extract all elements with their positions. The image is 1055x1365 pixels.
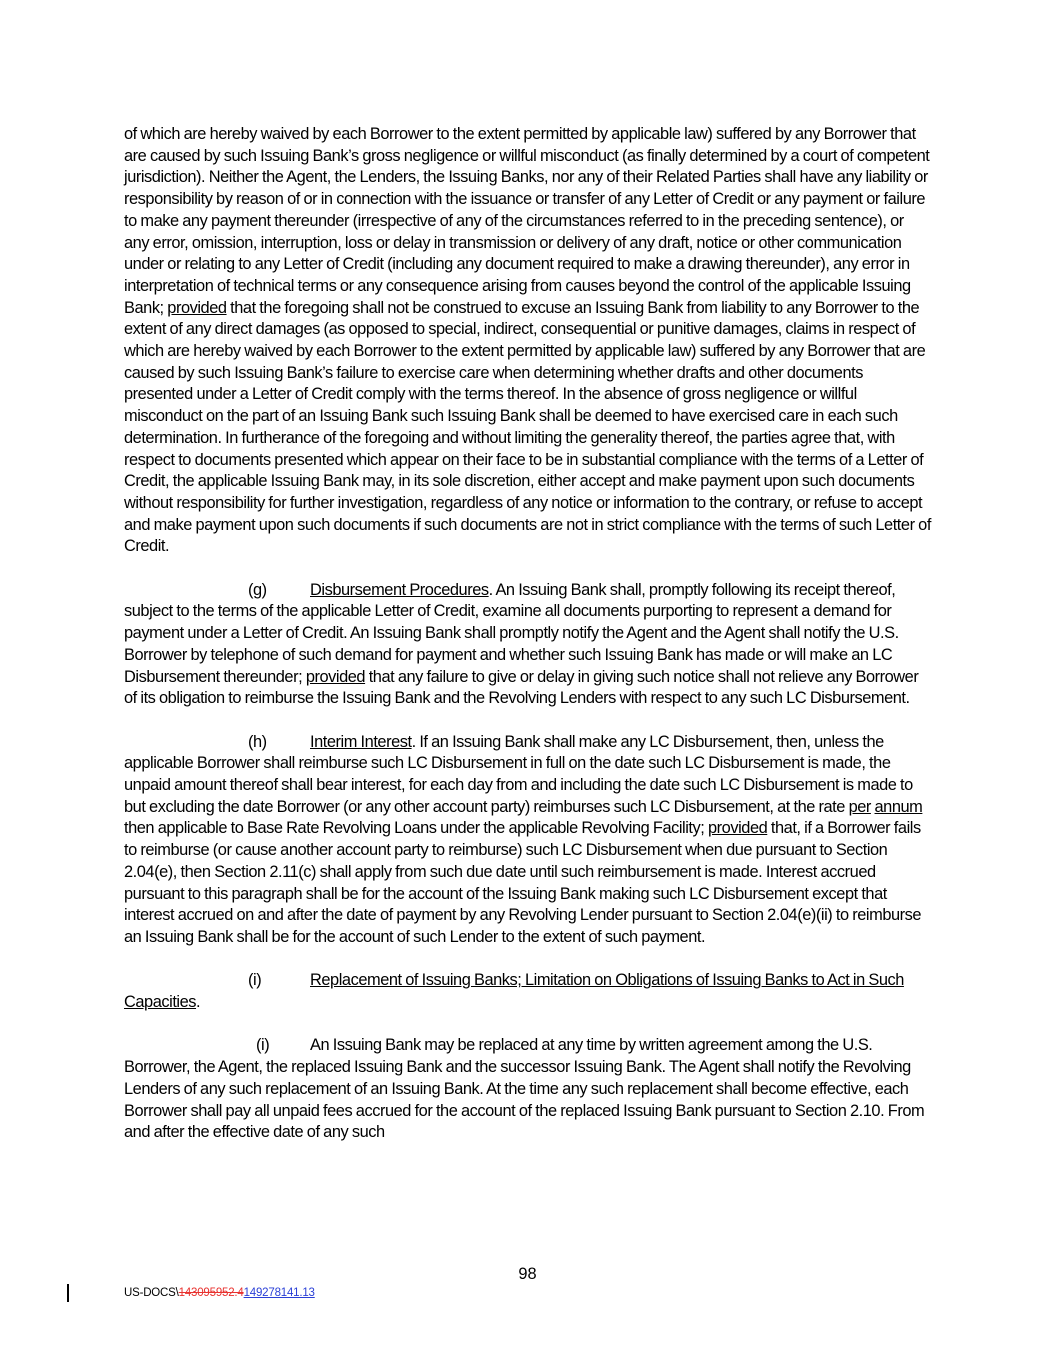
paragraph-text: that any failure to give or delay in giving such notice shall not relieve any Borrower of its obligation to reimburse the Issuing Bank and the Revolving Lenders with respect to any such LC Disbursement. [124, 667, 919, 708]
revision-change-bar [67, 1284, 69, 1302]
paragraph-i-sub-1 [124, 1035, 932, 1144]
paragraph-text: . An Issuing Bank shall, promptly following its receipt thereof, subject to the terms of the applicable Letter of Credit, examine all documents purporting to represent a demand for payment under a Letter of Credit. An Issuing Bank shall promptly notify the Agent and the Agent shall notify the U.S. Borrower by telephone of such demand for payment and whether such Issuing Bank has made or will make an LC Disbursement thereunder; [124, 580, 899, 686]
document-body [124, 124, 932, 1166]
paragraph-text: of which are hereby waived by each Borrower to the extent permitted by applicable law) suffered by any Borrower that are caused by such Issuing Bank’s gross negligence or willful misconduct (as finally determined by a court of competent jurisdiction). Neither the Agent, the Lenders, the Issuing Banks, nor any of their Related Parties shall have any liability or responsibility by reason of or in connection with the issuance or transfer of any Letter of Credit or any payment or failure to make any payment thereunder (irrespective of any of the circumstances referred to in the preceding sentence), or any error, omission, interruption, loss or delay in transmission or delivery of any draft, notice or other communication under or relating to any Letter of Credit (including any document required to make a drawing thereunder), any error in interpretation of technical terms or any consequence arising from causes beyond the control of the applicable Issuing Bank; [124, 125, 930, 317]
provided-term: provided [305, 667, 366, 686]
paragraph-f-continuation [124, 124, 932, 558]
paragraph-text: then applicable to Base Rate Revolving Loans under the applicable Revolving Facility; [124, 819, 708, 838]
page-number: 98 [518, 1265, 537, 1283]
paragraph-text: that the foregoing shall not be construed to excuse an Issuing Bank from liability to any Borrower to the extent of any direct damages (as opposed to special, indirect, consequential or punitive damages, claims in respect of which are hereby waived by each Borrower to the extent permitted by applicable law) suffered by any Borrower that are caused by such Issuing Bank’s failure to exercise care when determining whether drafts and other documents presented under a Letter of Credit comply with the terms thereof. In the absence of gross negligence or willful misconduct on the part of an Issuing Bank such Issuing Bank shall be deemed to have exercised care in each such determination. In furtherance of the foregoing and without limiting the generality thereof, the parties agree that, with respect to documents presented which appear on their face to be in substantial compliance with the terms of a Letter of Credit, the applicable Issuing Bank may, in its sole discretion, either accept and make payment upon such documents without responsibility for further investigation, regardless of any notice or information to the contrary, or refuse to accept and make payment upon such documents if such documents are not in strict compliance with the terms of such Letter of Credit. [124, 298, 931, 556]
section-label-g: (g) [248, 580, 267, 599]
heading-period: . [196, 993, 201, 1012]
paragraph-text: . If an Issuing Bank shall make any LC Disbursement, then, unless the applicable Borrower shall reimburse such LC Disbursement in full on the date such LC Disbursement is made, the unpaid amount thereof shall bear interest, for each day from and including the date such LC Disbursement is made to but excluding the date Borrower (or any other account party) reimburses such LC Disbursement, at the rate [124, 732, 913, 816]
section-label-i: (i) [248, 971, 262, 990]
annum-term: annum [874, 797, 923, 816]
section-heading-i: Replacement of Issuing Banks; Limitation on Obligations of Issuing Banks to Act in Such Capacities [124, 971, 904, 1012]
provided-term: provided [167, 298, 227, 317]
per-term: per [848, 797, 871, 816]
paragraph-h [124, 732, 932, 949]
section-label-h: (h) [248, 732, 267, 751]
subsection-label-i: (i) [256, 1036, 270, 1055]
paragraph-i [124, 970, 932, 1013]
footer-inserted-id: 149278141.13 [243, 1287, 315, 1299]
footer-prefix: US-DOCS\ [124, 1287, 179, 1299]
paragraph-text: that, if a Borrower fails to reimburse (or cause another account party to reimburse) such LC Disbursement when due pursuant to Section 2.04(e), then Section 2.11(c) shall apply from such due date until such reimbursement is made. Interest accrued pursuant to this paragraph shall be for the account of the Issuing Bank making such LC Disbursement except that interest accrued on and after the date of payment by any Revolving Lender pursuant to Section 2.04(e)(ii) to reimburse an Issuing Bank shall be for the account of such Lender to the extent of such payment. [124, 819, 922, 946]
paragraph-g [124, 580, 932, 710]
section-heading-g: Disbursement Procedures [310, 580, 489, 599]
paragraph-text: An Issuing Bank may be replaced at any time by written agreement among the U.S. Borrower, the Agent, the replaced Issuing Bank and the successor Issuing Bank. The Agent shall notify the Revolving Lenders of any such replacement of an Issuing Bank. At the time any such replacement shall become effective, each Borrower shall pay all unpaid fees accrued for the account of the replaced Issuing Bank pursuant to Section 2.10. From and after the effective date of any such [124, 1036, 925, 1142]
footer-deleted-id: 143095952.4 [178, 1287, 244, 1299]
provided-term: provided [708, 819, 768, 838]
document-footer-id [124, 1287, 315, 1299]
section-heading-h: Interim Interest [310, 732, 412, 751]
